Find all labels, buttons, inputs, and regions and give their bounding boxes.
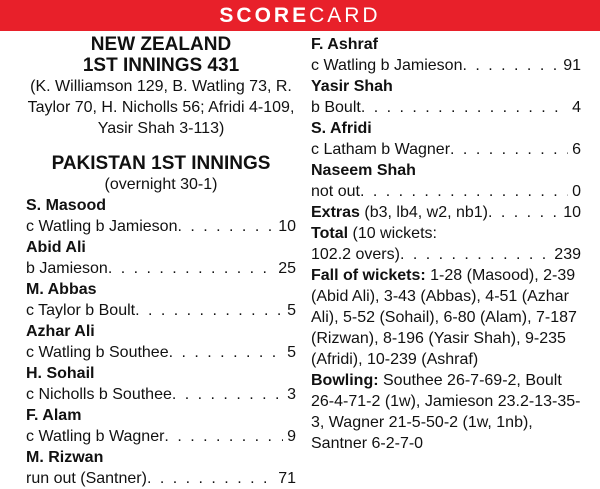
bowling [311,370,581,454]
batsman-runs: 25 [278,260,296,277]
dot-leader [488,202,559,223]
batsman-runs: 5 [287,302,296,319]
dot-leader [450,139,568,160]
batsman-name: H. Sohail [26,365,95,382]
bowling-text: Southee 26-7-69-2, Boult 26-4-71-2 (1w), Jamieson 23.2-13-35-3, Wagner 21-5-50-2 (1w, 1nb), Santner 6-2-7-0 [311,372,581,452]
batsman-dismissal: c Watling b Jamieson [26,218,178,235]
nz-summary: (K. Williamson 129, B. Watling 73, R. Taylor 70, H. Nicholls 56; Afridi 4-109, Yasir Shah 3-113) [27,78,295,137]
batsman-dismissal: b Jamieson [26,260,108,277]
extras-row [311,202,581,223]
dot-leader [360,181,568,202]
dot-leader [361,97,568,118]
extras-detail: (b3, lb4, w2, nb1) [364,204,488,221]
batsman-name: F. Alam [26,407,82,424]
nz-title-line2: 1ST INNINGS 431 [82,55,240,76]
batsman-dismissal: c Taylor b Boult [26,302,136,319]
batsman-row [26,384,296,405]
batsman-row [26,258,296,279]
batsman-dismissal: c Nicholls b Southee [26,386,172,403]
batsman-name: M. Rizwan [26,449,104,466]
dot-leader [169,342,283,363]
right-column [311,34,581,454]
batsman-row [26,468,296,489]
nz-title-line1: NEW ZEALAND [90,34,232,55]
batsman-dismissal: not out [311,183,360,200]
total-row-2 [311,244,581,265]
batsman-runs: 4 [572,99,581,116]
batsman-name: Abid Ali [26,239,86,256]
batsman-runs: 9 [287,428,296,445]
batsman-runs: 6 [572,141,581,158]
batsman-runs: 91 [563,57,581,74]
batsman-row [26,426,296,447]
fall-of-wickets [311,265,581,370]
right-batsmen-list [311,34,581,202]
batsman-row [26,300,296,321]
batsman-dismissal: c Watling b Southee [26,344,169,361]
batsman-row [26,342,296,363]
bowling-label: Bowling: [311,372,379,389]
dot-leader [462,55,559,76]
dot-leader [108,258,274,279]
batsman-name: Naseem Shah [311,162,416,179]
left-column [26,34,296,489]
batsman-name: M. Abbas [26,281,97,298]
left-batsmen-list [26,195,296,489]
batsman-row [311,97,581,118]
pak-title: PAKISTAN 1ST INNINGS [51,153,271,174]
batsman-name: F. Ashraf [311,36,378,53]
scorecard-header [0,0,600,31]
dot-leader [147,468,274,489]
batsman-row [311,181,581,202]
dot-leader [164,426,283,447]
batsman-runs: 5 [287,344,296,361]
batsman-name: S. Afridi [311,120,372,137]
total-row [311,223,581,244]
dot-leader [135,300,283,321]
extras-value: 10 [563,204,581,221]
header-title-rest: CARD [309,4,381,27]
total-value: 239 [554,246,581,263]
dot-leader [172,384,283,405]
batsman-runs: 71 [278,470,296,487]
batsman-dismissal: b Boult [311,99,361,116]
header-title-bold: SCORE [219,4,310,27]
batsman-row [26,216,296,237]
batsman-runs: 10 [278,218,296,235]
pak-subtitle: (overnight 30-1) [104,176,218,193]
batsman-dismissal: run out (Santner) [26,470,147,487]
fow-label: Fall of wickets: [311,267,426,284]
total-detail-1: (10 wickets: [352,225,437,242]
batsman-row [311,55,581,76]
dot-leader [177,216,274,237]
total-label: Total [311,225,349,242]
batsman-runs: 0 [572,183,581,200]
extras-label: Extras [311,204,360,221]
batsman-dismissal: c Watling b Jamieson [311,57,463,74]
batsman-name: S. Masood [26,197,107,214]
batsman-name: Azhar Ali [26,323,95,340]
batsman-runs: 3 [287,386,296,403]
batsman-row [311,139,581,160]
batsman-dismissal: c Latham b Wagner [311,141,451,158]
dot-leader [400,244,550,265]
total-detail-2: 102.2 overs) [311,246,400,263]
batsman-name: Yasir Shah [311,78,393,95]
fow-text: 1-28 (Masood), 2-39 (Abid Ali), 3-43 (Abbas), 4-51 (Azhar Ali), 5-52 (Sohail), 6-80 (Alam), 7-187 (Rizwan), 8-196 (Yasir Shah), 9-235 (Afridi), 10-239 (Ashraf) [311,267,577,368]
batsman-dismissal: c Watling b Wagner [26,428,165,445]
